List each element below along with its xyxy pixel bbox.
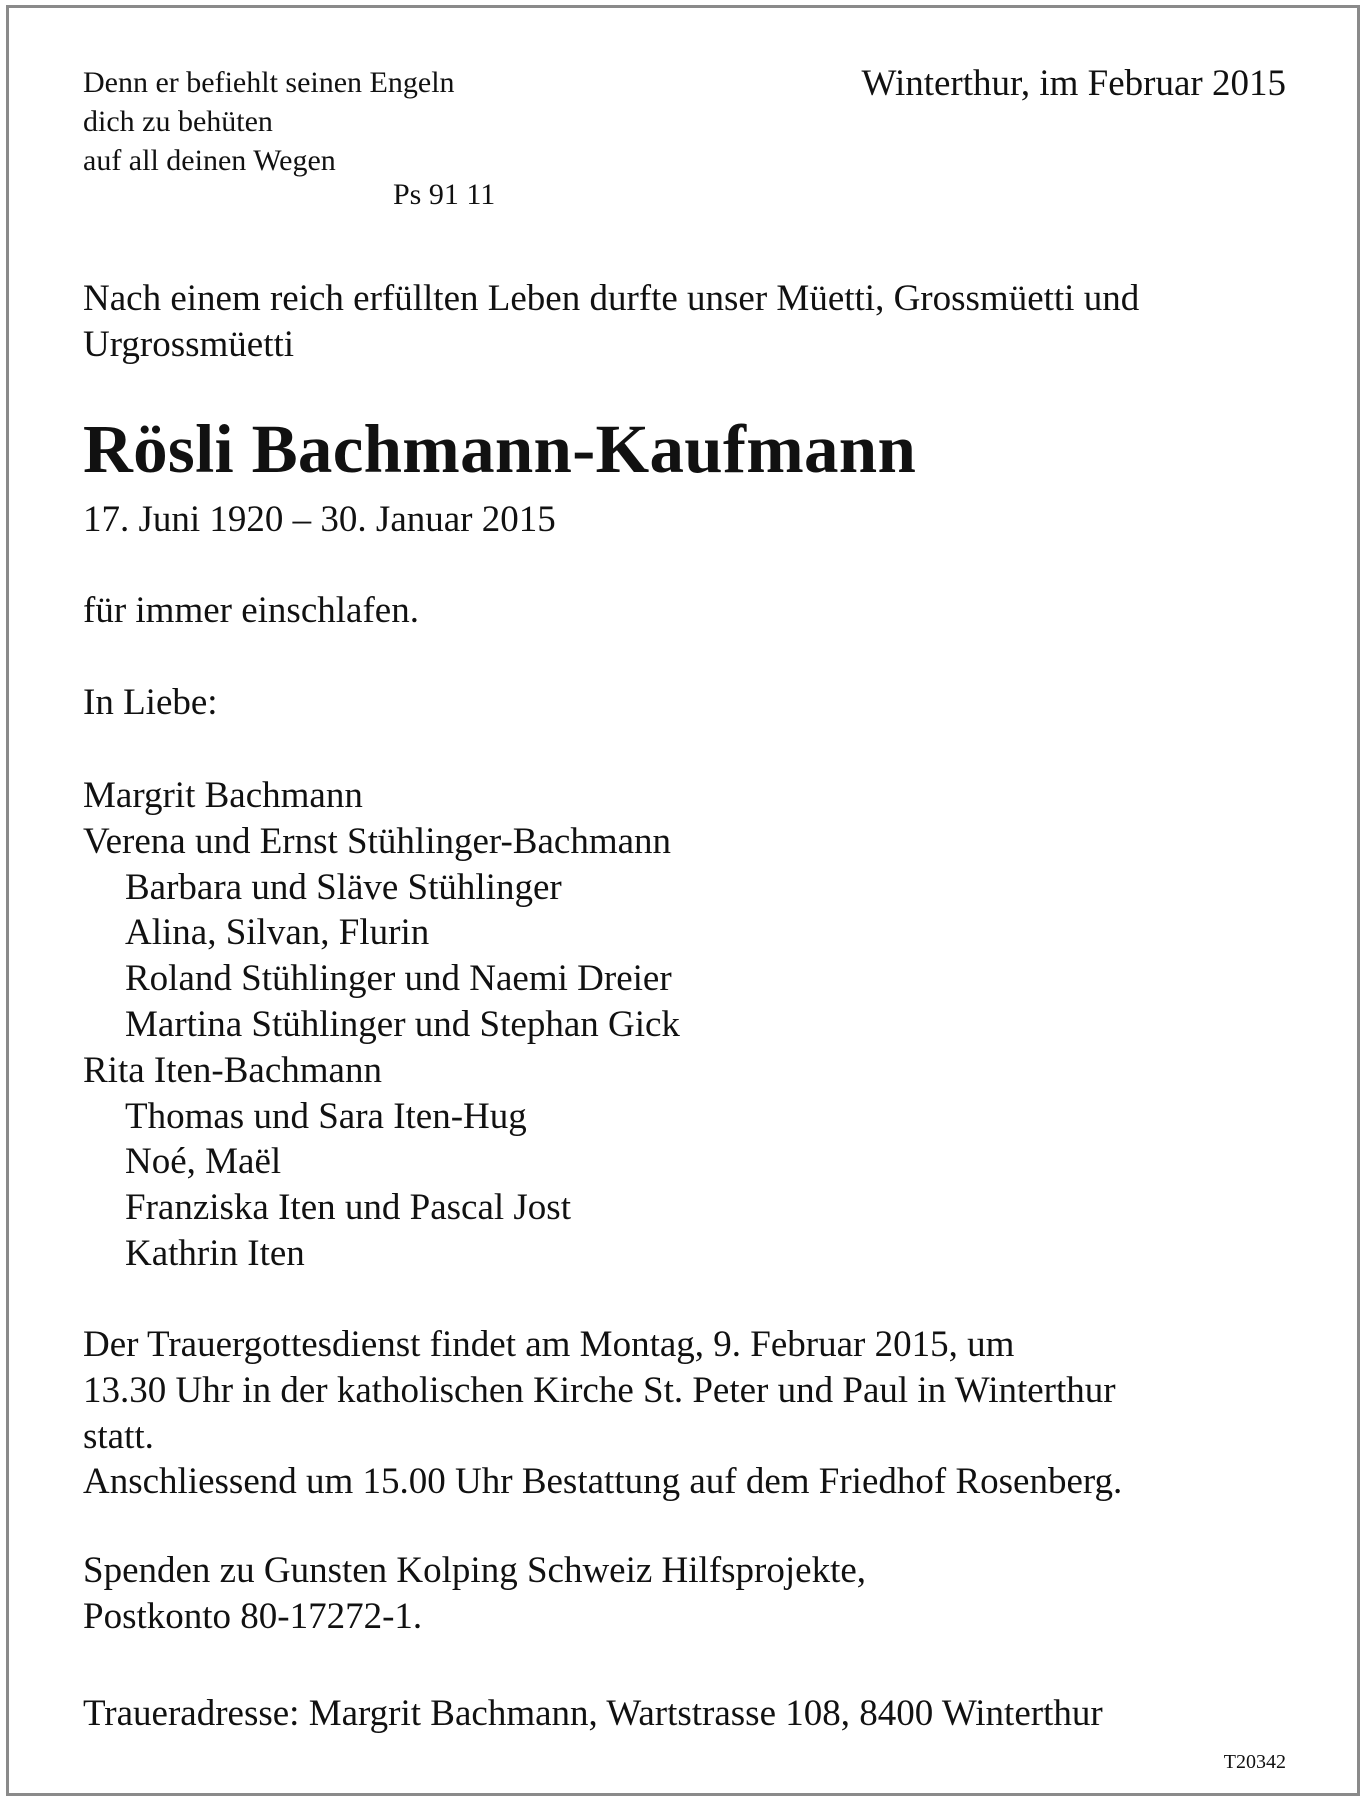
mourner-name: Rita Iten-Bachmann: [83, 1049, 382, 1091]
donation-info: [83, 1548, 866, 1640]
mourners-list: [83, 773, 680, 1277]
verse-line: dich zu behüten: [83, 105, 273, 138]
verse-reference: Ps 91 11: [393, 178, 496, 211]
mourner-name: Noé, Maël: [125, 1141, 282, 1183]
donation-line: Postkonto 80-17272-1.: [83, 1596, 423, 1637]
service-line: Der Trauergottesdienst findet am Montag, 9. Februar 2015, um: [83, 1324, 1015, 1365]
mourner-name: Barbara und Släve Stühlinger: [125, 866, 562, 908]
mourner-name: Alina, Silvan, Flurin: [125, 912, 430, 954]
intro-line: Nach einem reich erfüllten Leben durfte unser Müetti, Grossmüetti und: [83, 278, 1140, 319]
donation-line: Spenden zu Gunsten Kolping Schweiz Hilfsprojekte,: [83, 1550, 867, 1591]
mourner-name: Franziska Iten und Pascal Jost: [125, 1187, 571, 1229]
intro-text: [83, 276, 1288, 368]
place-date: Winterthur, im Februar 2015: [861, 63, 1286, 104]
mourner-name: Margrit Bachmann: [83, 775, 363, 816]
mourning-address: Traueradresse: Margrit Bachmann, Wartstrasse 108, 8400 Winterthur: [83, 1693, 1103, 1734]
ad-code: T20342: [1223, 1751, 1286, 1773]
bible-verse: [83, 63, 455, 180]
verse-line: Denn er befiehlt seinen Engeln: [83, 66, 455, 99]
deceased-name: Rösli Bachmann-Kaufmann: [83, 411, 917, 487]
mourner-name: Thomas und Sara Iten-Hug: [125, 1095, 527, 1137]
life-dates: 17. Juni 1920 – 30. Januar 2015: [83, 499, 556, 540]
mourner-name: Roland Stühlinger und Naemi Dreier: [125, 958, 672, 1000]
service-line: Anschliessend um 15.00 Uhr Bestattung auf dem Friedhof Rosenberg.: [83, 1461, 1123, 1503]
mourner-name: Kathrin Iten: [125, 1232, 305, 1274]
service-info: [83, 1322, 1288, 1505]
service-line: statt.: [83, 1415, 154, 1457]
in-love-heading: In Liebe:: [83, 682, 218, 723]
verse-line: auf all deinen Wegen: [83, 144, 336, 177]
service-line: 13.30 Uhr in der katholischen Kirche St. Peter und Paul in Winterthur: [83, 1369, 1116, 1411]
mourner-name: Martina Stühlinger und Stephan Gick: [125, 1003, 680, 1045]
passing-text: für immer einschlafen.: [83, 590, 419, 631]
intro-line: Urgrossmüetti: [83, 324, 295, 365]
mourner-name: Verena und Ernst Stühlinger-Bachmann: [83, 820, 672, 862]
